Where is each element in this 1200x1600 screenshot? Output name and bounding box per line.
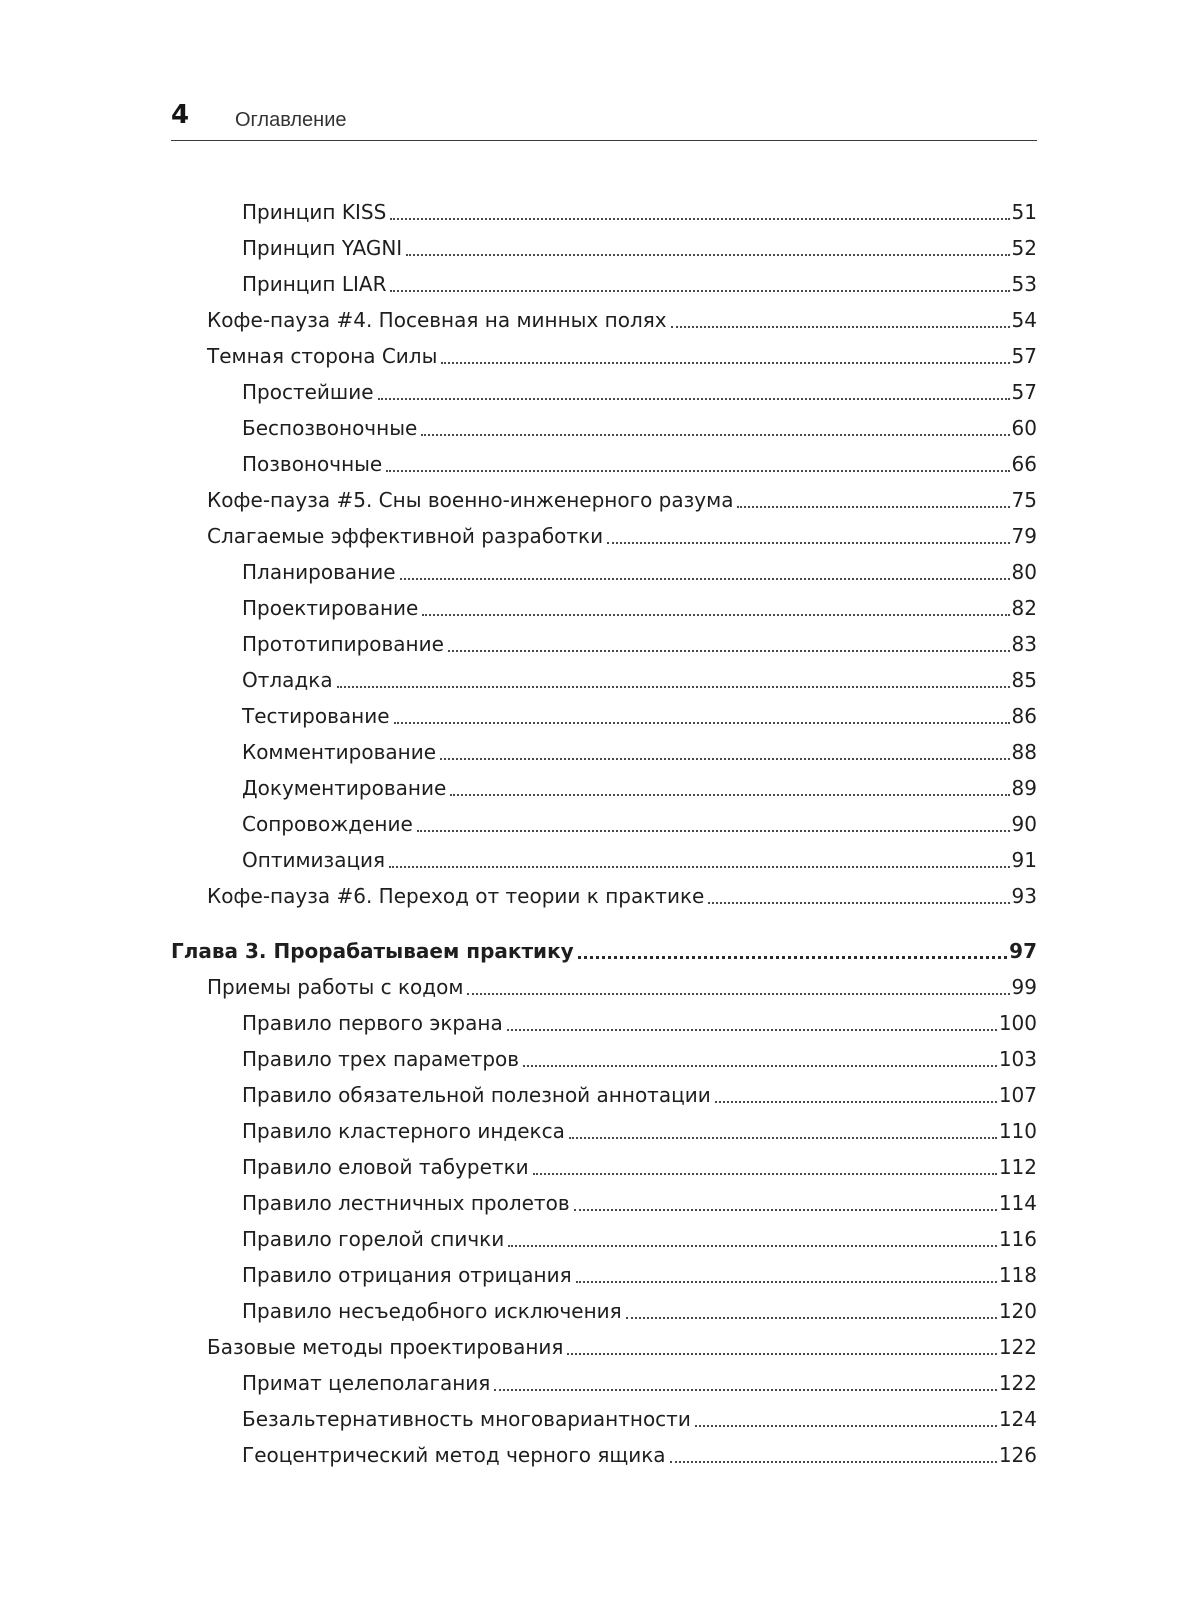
toc-dot-leader [671, 326, 1010, 328]
toc-dot-leader [421, 434, 1009, 436]
toc-dot-leader [607, 542, 1009, 544]
toc-dot-leader [422, 614, 1009, 616]
toc-entry-page: 103 [998, 1047, 1037, 1071]
toc-entry-title: Правило горелой спички [242, 1227, 505, 1251]
toc-entry [171, 878, 1037, 914]
toc-entry-page: 118 [998, 1263, 1037, 1287]
toc-dot-leader [737, 506, 1009, 508]
toc-entry-title: Сопровождение [242, 812, 413, 836]
toc-entry-page: 124 [998, 1407, 1037, 1431]
toc-entry [171, 969, 1037, 1005]
toc-entry-title: Правило отрицания отрицания [242, 1263, 572, 1287]
toc-entry-page: 82 [1011, 596, 1037, 620]
toc-entry-page: 126 [998, 1443, 1037, 1467]
toc-entry [171, 1005, 1037, 1041]
toc-entry [171, 626, 1037, 662]
page-number: 4 [171, 100, 190, 130]
toc-entry-page: 110 [998, 1119, 1037, 1143]
toc-entry-page: 89 [1011, 776, 1037, 800]
toc-dot-leader [507, 1029, 997, 1031]
toc-entry-title: Беспозвоночные [242, 416, 418, 440]
running-title: Оглавление [235, 109, 347, 131]
toc-entry-title: Примат целеполагания [242, 1371, 491, 1395]
toc-entry-title: Прототипирование [242, 632, 444, 656]
toc-entry [171, 590, 1037, 626]
toc-entry-page: 93 [1011, 884, 1037, 908]
toc-dot-leader [390, 218, 1009, 220]
toc-entry [171, 302, 1037, 338]
toc-entry [171, 518, 1037, 554]
toc-entry-page: 122 [998, 1371, 1037, 1395]
toc-entry-page: 75 [1011, 488, 1037, 512]
toc-entry-page: 90 [1011, 812, 1037, 836]
table-of-contents [171, 194, 1037, 1473]
toc-entry [171, 266, 1037, 302]
toc-entry-page: 88 [1011, 740, 1037, 764]
toc-entry [171, 662, 1037, 698]
toc-entry [171, 1149, 1037, 1185]
toc-entry [171, 1041, 1037, 1077]
toc-entry [171, 446, 1037, 482]
toc-entry-title: Правило первого экрана [242, 1011, 503, 1035]
toc-entry [171, 194, 1037, 230]
toc-entry [171, 482, 1037, 518]
page-header [171, 96, 1037, 142]
toc-entry-title: Проектирование [242, 596, 419, 620]
toc-entry-title: Принцип LIAR [242, 272, 387, 296]
toc-entry-page: 122 [998, 1335, 1037, 1359]
toc-dot-leader [448, 650, 1010, 652]
toc-entry [171, 770, 1037, 806]
toc-dot-leader [508, 1245, 997, 1247]
toc-entry-title: Базовые методы проектирования [207, 1335, 564, 1359]
toc-dot-leader [695, 1425, 997, 1427]
toc-entry-page: 116 [998, 1227, 1037, 1251]
toc-entry-page: 120 [998, 1299, 1037, 1323]
toc-entry [171, 1365, 1037, 1401]
toc-entry-title: Позвоночные [242, 452, 383, 476]
toc-dot-leader [523, 1065, 997, 1067]
toc-entry [171, 374, 1037, 410]
toc-entry-title: Правило еловой табуретки [242, 1155, 529, 1179]
toc-entry-page: 57 [1011, 380, 1037, 404]
toc-entry [171, 1221, 1037, 1257]
toc-dot-leader [450, 794, 1009, 796]
toc-entry-title: Тестирование [242, 704, 390, 728]
toc-entry [171, 806, 1037, 842]
toc-dot-leader [400, 578, 1010, 580]
toc-dot-leader [389, 866, 1009, 868]
toc-dot-leader [708, 902, 1009, 904]
toc-dot-leader [494, 1389, 997, 1391]
toc-entry-page: 83 [1011, 632, 1037, 656]
toc-dot-leader [417, 830, 1010, 832]
toc-entry-page: 107 [998, 1083, 1037, 1107]
toc-entry-title: Правило обязательной полезной аннотации [242, 1083, 711, 1107]
toc-entry [171, 734, 1037, 770]
toc-entry-title: Правило трех параметров [242, 1047, 520, 1071]
toc-entry-title: Принцип YAGNI [242, 236, 403, 260]
toc-entry-page: 51 [1011, 200, 1037, 224]
toc-entry-title: Кофе-пауза #5. Сны военно-инженерного разума [207, 488, 734, 512]
toc-entry-page: 85 [1011, 668, 1037, 692]
toc-entry-page: 52 [1011, 236, 1037, 260]
toc-entry-title: Темная сторона Силы [207, 344, 438, 368]
toc-entry-page: 114 [998, 1191, 1037, 1215]
toc-dot-leader [440, 758, 1010, 760]
toc-dot-leader [626, 1317, 997, 1319]
toc-dot-leader [578, 956, 1007, 959]
toc-entry-title: Слагаемые эффективной разработки [207, 524, 604, 548]
toc-entry [171, 1401, 1037, 1437]
toc-entry [171, 554, 1037, 590]
toc-entry-page: 100 [998, 1011, 1037, 1035]
toc-entry-page: 86 [1011, 704, 1037, 728]
toc-entry [171, 1185, 1037, 1221]
toc-dot-leader [337, 686, 1010, 688]
toc-entry [171, 1113, 1037, 1149]
toc-entry-title: Правило несъедобного исключения [242, 1299, 622, 1323]
toc-entry-title: Приемы работы с кодом [207, 975, 464, 999]
toc-entry [171, 698, 1037, 734]
toc-entry-title: Геоцентрический метод черного ящика [242, 1443, 666, 1467]
toc-entry-title: Оптимизация [242, 848, 386, 872]
toc-entry-page: 112 [998, 1155, 1037, 1179]
toc-entry [171, 1329, 1037, 1365]
toc-entry-title: Принцип KISS [242, 200, 387, 224]
toc-entry-title: Правило лестничных пролетов [242, 1191, 570, 1215]
toc-entry-title: Глава 3. Прорабатываем практику [171, 939, 574, 963]
toc-dot-leader [390, 290, 1009, 292]
toc-entry [171, 842, 1037, 878]
toc-entry [171, 1077, 1037, 1113]
toc-entry-page: 60 [1011, 416, 1037, 440]
toc-entry-title: Планирование [242, 560, 396, 584]
toc-dot-leader [378, 398, 1010, 400]
toc-entry-page: 79 [1011, 524, 1037, 548]
toc-dot-leader [567, 1353, 996, 1355]
toc-dot-leader [569, 1137, 997, 1139]
toc-entry-page: 97 [1009, 939, 1037, 963]
toc-entry-page: 91 [1011, 848, 1037, 872]
toc-entry-title: Отладка [242, 668, 333, 692]
toc-entry-title: Простейшие [242, 380, 374, 404]
toc-entry-page: 53 [1011, 272, 1037, 296]
toc-dot-leader [394, 722, 1010, 724]
toc-entry [171, 338, 1037, 374]
toc-entry [171, 1257, 1037, 1293]
toc-dot-leader [467, 993, 1009, 995]
toc-entry [171, 230, 1037, 266]
toc-dot-leader [406, 254, 1009, 256]
toc-entry-title: Документирование [242, 776, 447, 800]
toc-entry-title: Правило кластерного индекса [242, 1119, 565, 1143]
toc-entry [171, 410, 1037, 446]
toc-entry-title: Безальтернативность многовариантности [242, 1407, 691, 1431]
toc-entry-title: Комментирование [242, 740, 436, 764]
toc-entry [171, 1437, 1037, 1473]
toc-entry-title: Кофе-пауза #4. Посевная на минных полях [207, 308, 667, 332]
toc-chapter-entry [171, 932, 1037, 969]
toc-entry-page: 54 [1011, 308, 1037, 332]
toc-entry-page: 99 [1011, 975, 1037, 999]
toc-dot-leader [576, 1281, 997, 1283]
toc-dot-leader [574, 1209, 997, 1211]
header-rule [171, 140, 1037, 141]
toc-entry-page: 80 [1011, 560, 1037, 584]
toc-dot-leader [715, 1101, 997, 1103]
toc-entry-title: Кофе-пауза #6. Переход от теории к практике [207, 884, 705, 908]
toc-dot-leader [386, 470, 1009, 472]
toc-dot-leader [441, 362, 1009, 364]
toc-dot-leader [533, 1173, 997, 1175]
toc-entry [171, 1293, 1037, 1329]
toc-entry-page: 66 [1011, 452, 1037, 476]
toc-dot-leader [670, 1461, 997, 1463]
toc-entry-page: 57 [1011, 344, 1037, 368]
